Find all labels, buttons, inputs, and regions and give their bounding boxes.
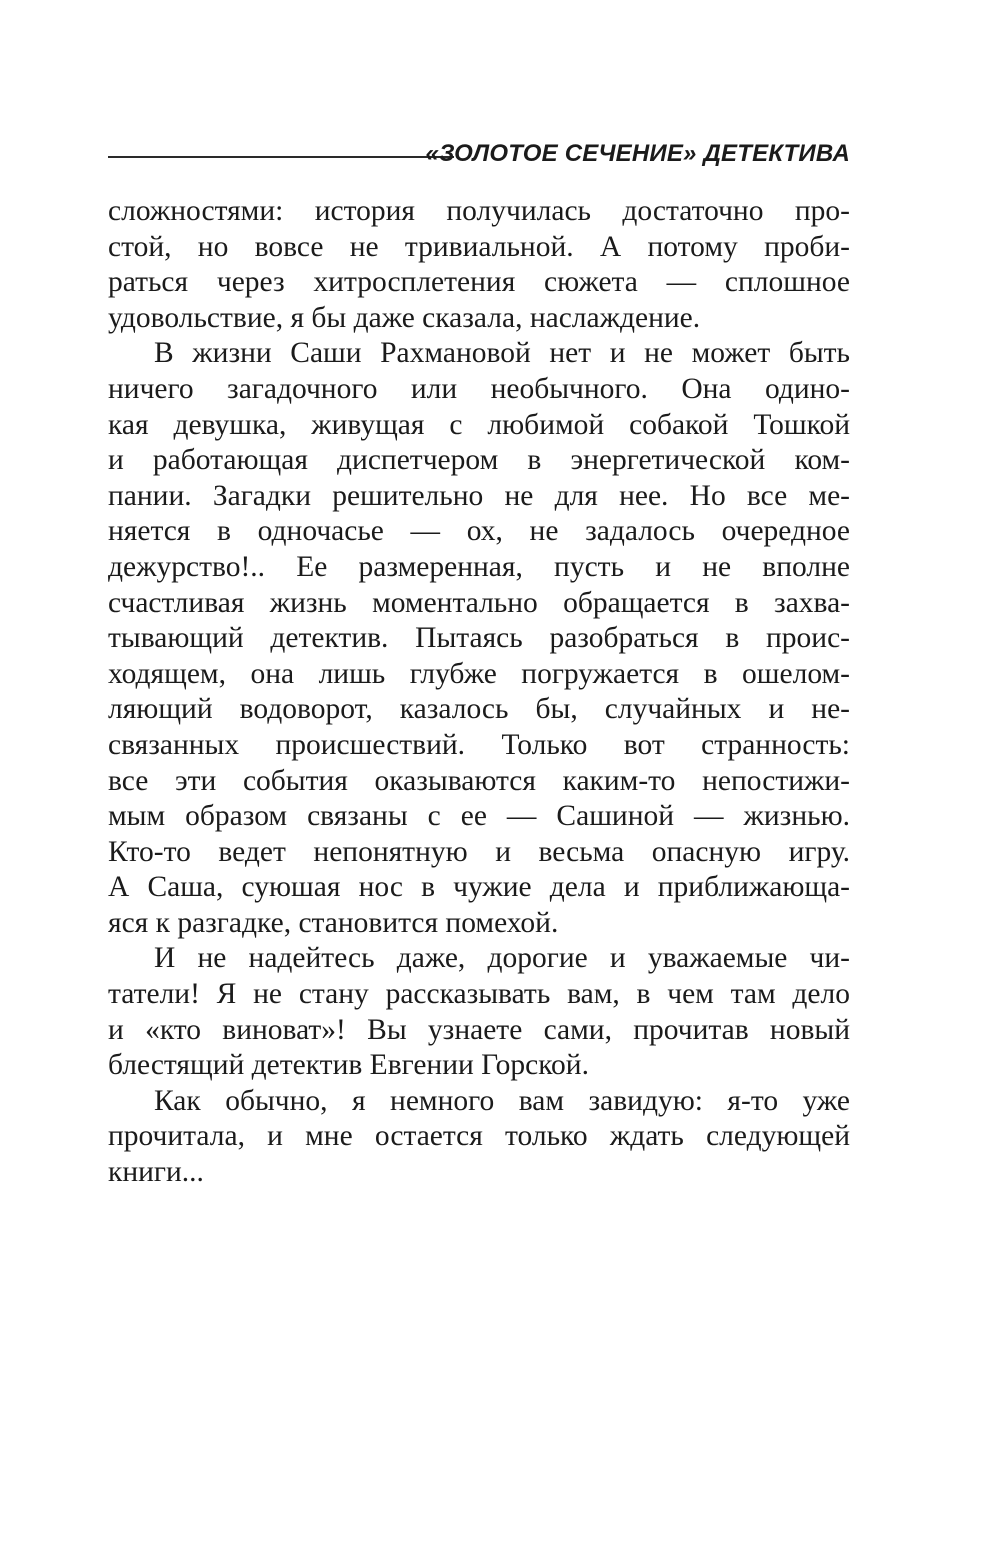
paragraph-first-line: В жизни Саши Рахмановой нет и не может быть bbox=[154, 337, 850, 370]
text-line: стой, но вовсе не тривиальной. А потому проби- bbox=[108, 230, 850, 263]
text-line: пании. Загадки решительно не для нее. Но все ме- bbox=[108, 479, 850, 512]
running-head-title: «ЗОЛОТОЕ СЕЧЕНИЕ» ДЕТЕКТИВА bbox=[425, 140, 850, 167]
text-line: прочитала, и мне остается только ждать следующей bbox=[108, 1120, 850, 1153]
text-line: удовольствие, я бы даже сказала, наслаждение. bbox=[108, 301, 701, 334]
running-header bbox=[108, 138, 850, 172]
text-line: блестящий детектив Евгении Горской. bbox=[108, 1049, 589, 1082]
text-line: А Саша, суюшая нос в чужие дела и приближающа- bbox=[108, 871, 850, 904]
text-line: ляющий водоворот, казалось бы, случайных и не- bbox=[108, 693, 850, 726]
text-line: ничего загадочного или необычного. Она одино- bbox=[108, 372, 850, 405]
text-line: сложностями: история получилась достаточно про- bbox=[108, 195, 850, 227]
text-line: раться через хитросплетения сюжета — сплошное bbox=[108, 266, 850, 299]
text-line: книги... bbox=[108, 1156, 204, 1189]
body-text bbox=[108, 194, 850, 1191]
text-line: Кто-то ведет непонятную и весьма опасную игру. bbox=[108, 835, 850, 868]
header-rule bbox=[108, 156, 454, 158]
text-line: няется в одночасье — ох, не задалось очередное bbox=[108, 515, 850, 548]
text-line: кая девушка, живущая с любимой собакой Тошкой bbox=[108, 408, 850, 441]
text-line: мым образом связаны с ее — Сашиной — жизнью. bbox=[108, 800, 850, 833]
text-line: ходящем, она лишь глубже погружается в ошелом- bbox=[108, 657, 850, 690]
text-line: счастливая жизнь моментально обращается в захва- bbox=[108, 586, 850, 619]
paragraph-first-line: Как обычно, я немного вам завидую: я-то уже bbox=[154, 1084, 850, 1117]
paragraph-first-line: И не надейтесь даже, дорогие и уважаемые чи- bbox=[154, 942, 850, 975]
text-line: и работающая диспетчером в энергетической ком- bbox=[108, 444, 850, 477]
text-line: яся к разгадке, становится помехой. bbox=[108, 906, 559, 939]
text-line: тывающий детектив. Пытаясь разобраться в проис- bbox=[108, 622, 850, 655]
text-line: татели! Я не стану рассказывать вам, в чем там дело bbox=[108, 978, 850, 1011]
text-line: и «кто виноват»! Вы узнаете сами, прочитав новый bbox=[108, 1013, 850, 1046]
text-line: все эти события оказываются каким-то непостижи- bbox=[108, 764, 850, 797]
text-line: связанных происшествий. Только вот странность: bbox=[108, 728, 850, 761]
text-line: дежурство!.. Ее размеренная, пусть и не вполне bbox=[108, 550, 850, 583]
